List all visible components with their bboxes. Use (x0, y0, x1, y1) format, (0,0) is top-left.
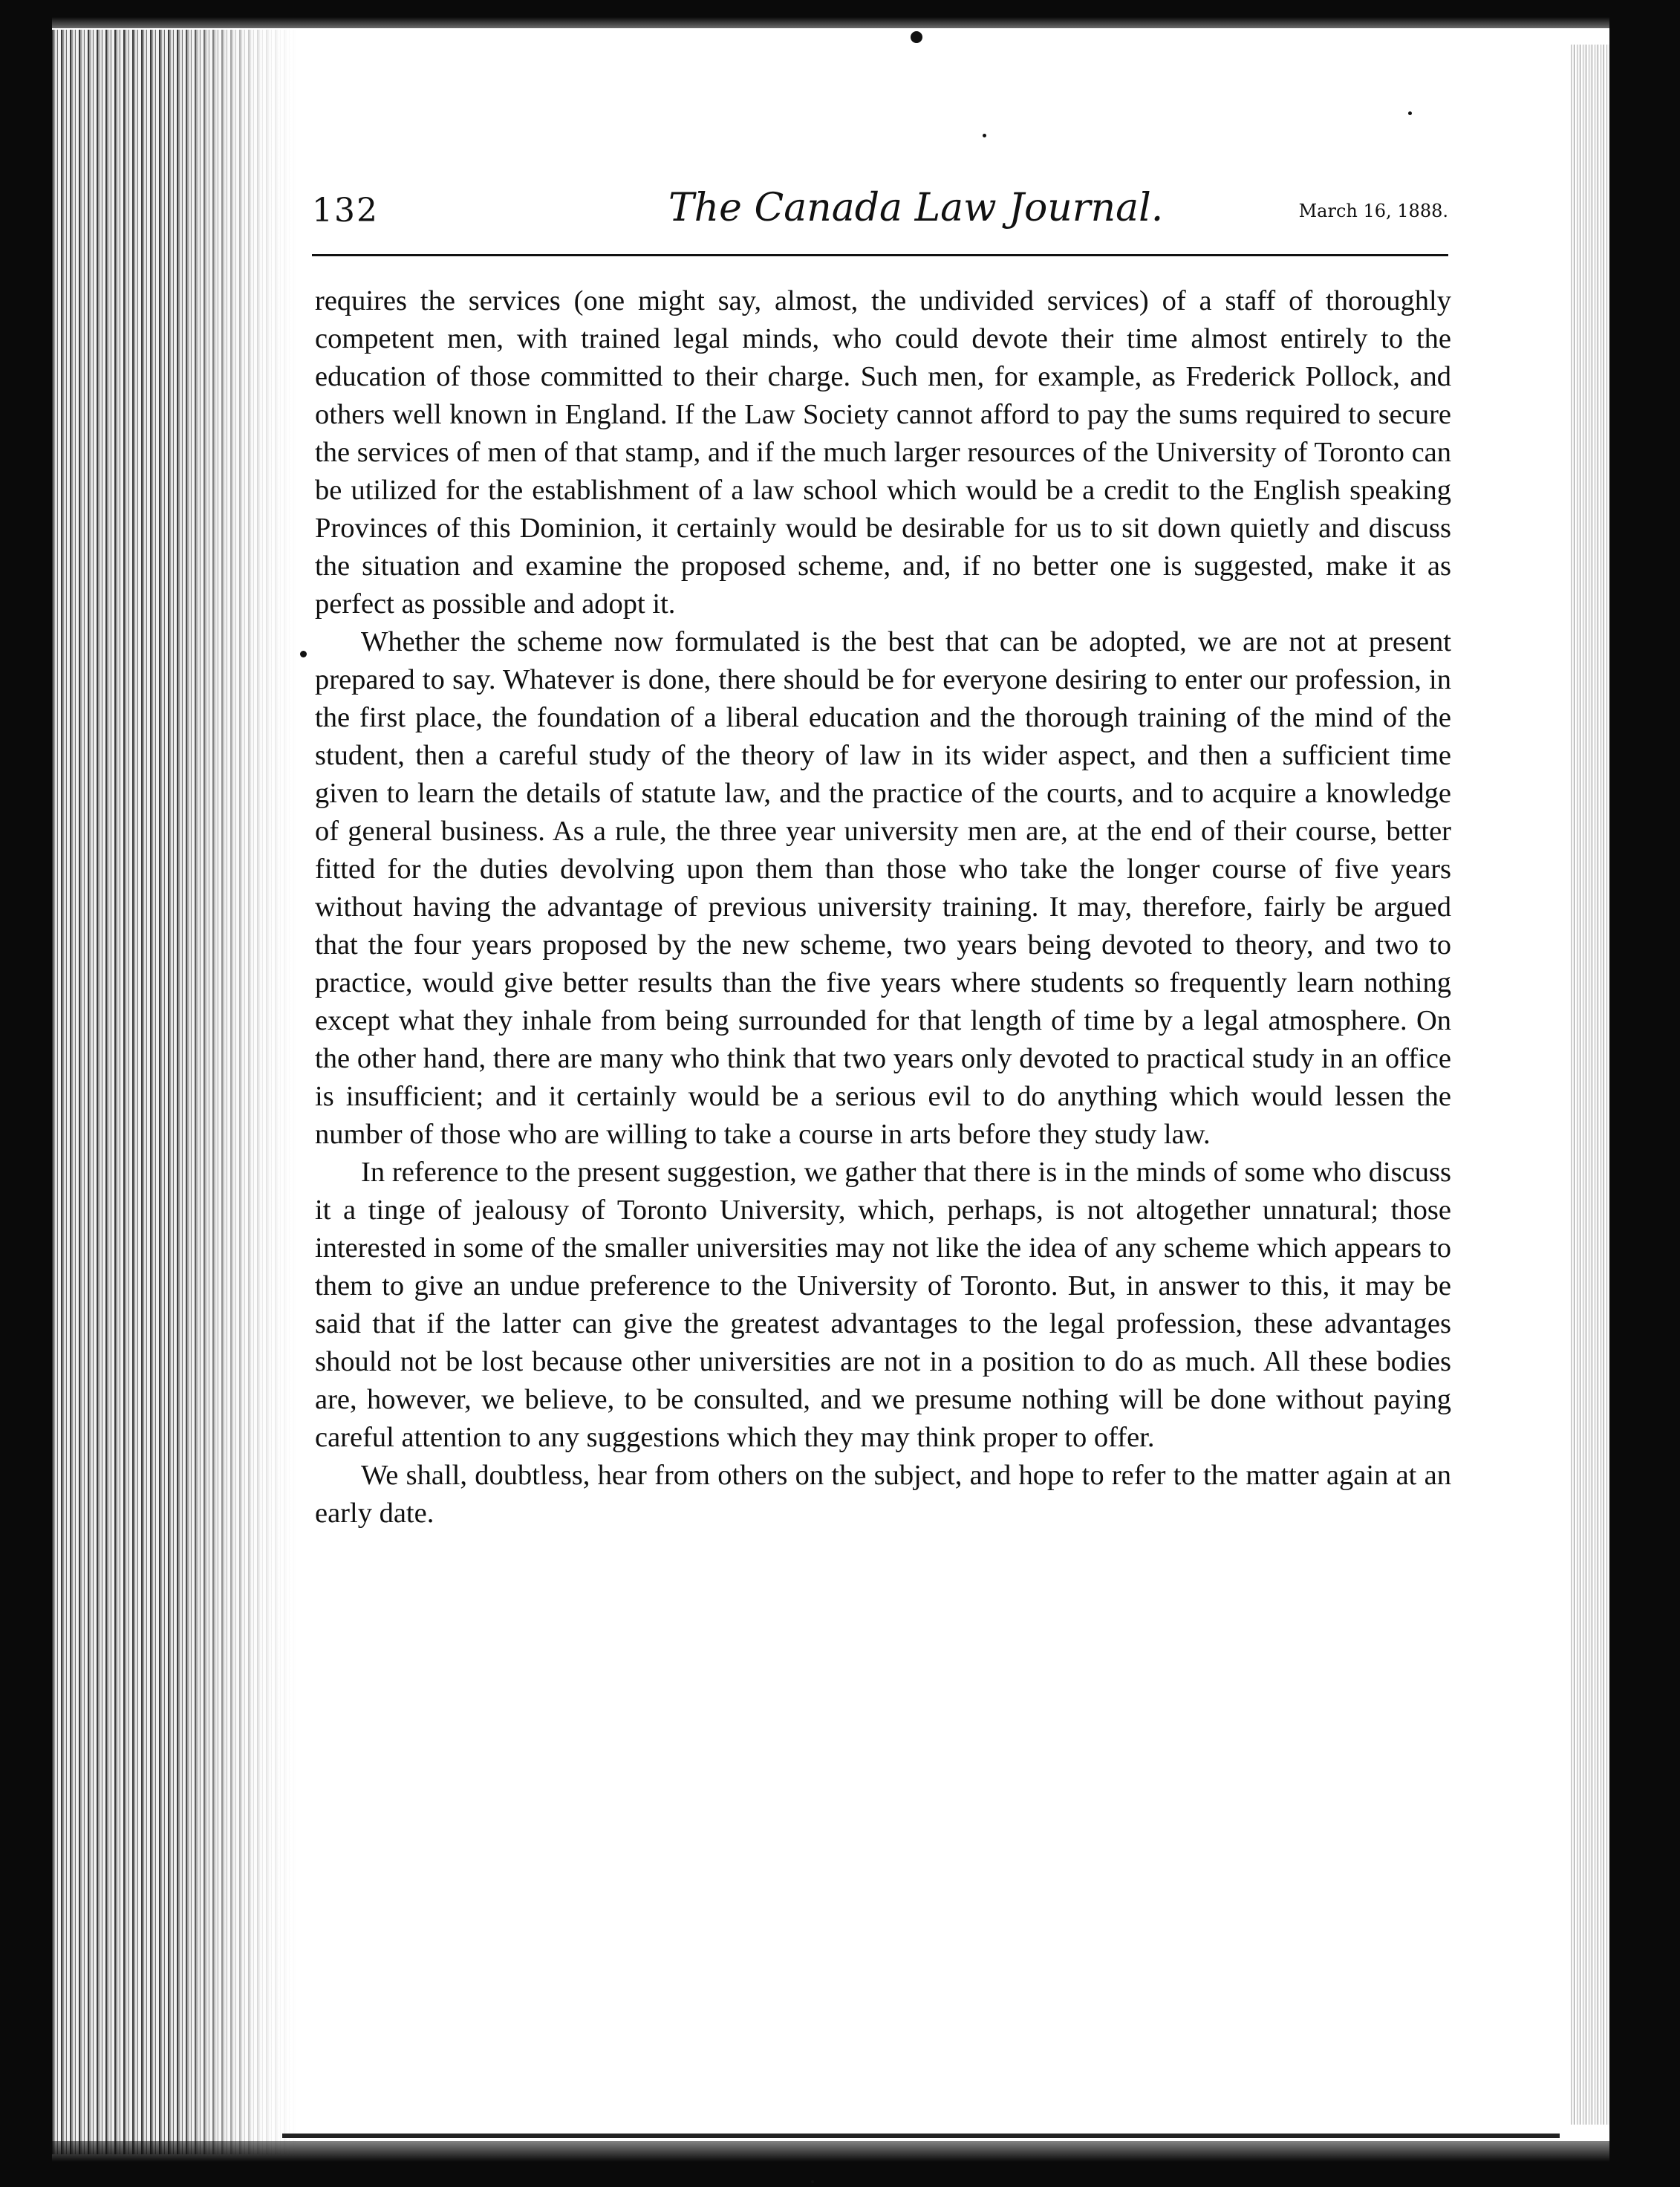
journal-title: The Canada Law Journal. (668, 186, 1164, 230)
right-page-edges (1569, 45, 1609, 2125)
scan-top-border (0, 0, 1680, 28)
scan-left-border (0, 0, 52, 2187)
gutter-fade (178, 30, 297, 2154)
bottom-page-edge (282, 2134, 1560, 2138)
running-header (312, 186, 1448, 245)
scan-bottom-border (0, 2141, 1680, 2187)
scan-right-border (1609, 0, 1680, 2187)
page-number: 132 (312, 192, 379, 230)
paragraph: In reference to the present suggestion, we gather that there is in the minds of some who discuss it a tinge of jealousy of Toronto University, which, perhaps, is not altogether unnatural; those interested in some of the smaller universities may not like the idea of any scheme which appears to them to give an undue preference to the University of Toronto. But, in answer to this, it may be said that if the latter can give the greatest advantages to the legal profession, these advantages should not be lost because other universities are not in a position to do as much. All these bodies are, however, we believe, to be consulted, and we presume nothing will be done without paying careful attention to any suggestions which they may think proper to offer. (315, 1157, 1451, 1453)
paragraph: We shall, doubtless, hear from others on the subject, and hope to refer to the matter again at an early date. (315, 1460, 1451, 1529)
issue-date: March 16, 1888. (1298, 201, 1448, 221)
scan-speck (1408, 111, 1412, 115)
scan-speck (811, 2180, 814, 2183)
header-rule (312, 254, 1448, 256)
scan-speck (300, 651, 307, 657)
paragraph: requires the services (one might say, almost, the undivided services) of a staff of thoroughly competent men, with trained legal minds, who could devote their time almost entirely to the education of those committed to their charge. Such men, for example, as Frederick Pollock, and others well known in England. If the Law Society cannot afford to pay the sums required to secure the services of men of that stamp, and if the much larger resources of the University of Toronto can be utilized for the establishment of a law school which would be a credit to the English speaking Provinces of this Dominion, it certainly would be desirable for us to sit down quietly and discuss the situation and examine the proposed scheme, and, if no better one is suggested, make it as perfect as possible and adopt it. (315, 285, 1451, 620)
scan-speck (911, 31, 922, 43)
paragraph: Whether the scheme now formulated is the best that can be adopted, we are not at present prepared to say. Whatever is done, there should be for everyone desiring to enter our profession, in the first place, the foundation of a liberal education and the thorough training of the mind of the student, then a careful study of the theory of law in its wider aspect, and then a sufficient time given to learn the details of statute law, and the practice of the courts, and to acquire a knowledge of general business. As a rule, the three year university men are, at the end of their course, better fitted for the duties devolving upon them than those who take the longer course of five years without having the advantage of previous university training. It may, therefore, fairly be argued that the four years proposed by the new scheme, two years being devoted to theory, and two to practice, would give better results than the five years where students so frequently learn nothing except what they inhale from being surrounded for that length of time by a legal atmosphere. On the other hand, there are many who think that two years only devoted to practical study in an office is insufficient; and it certainly would be a serious evil to do anything which would lessen the number of those who are willing to take a course in arts before they study law. (315, 626, 1451, 1150)
scan-speck (983, 134, 986, 137)
article-body (315, 282, 1451, 1533)
